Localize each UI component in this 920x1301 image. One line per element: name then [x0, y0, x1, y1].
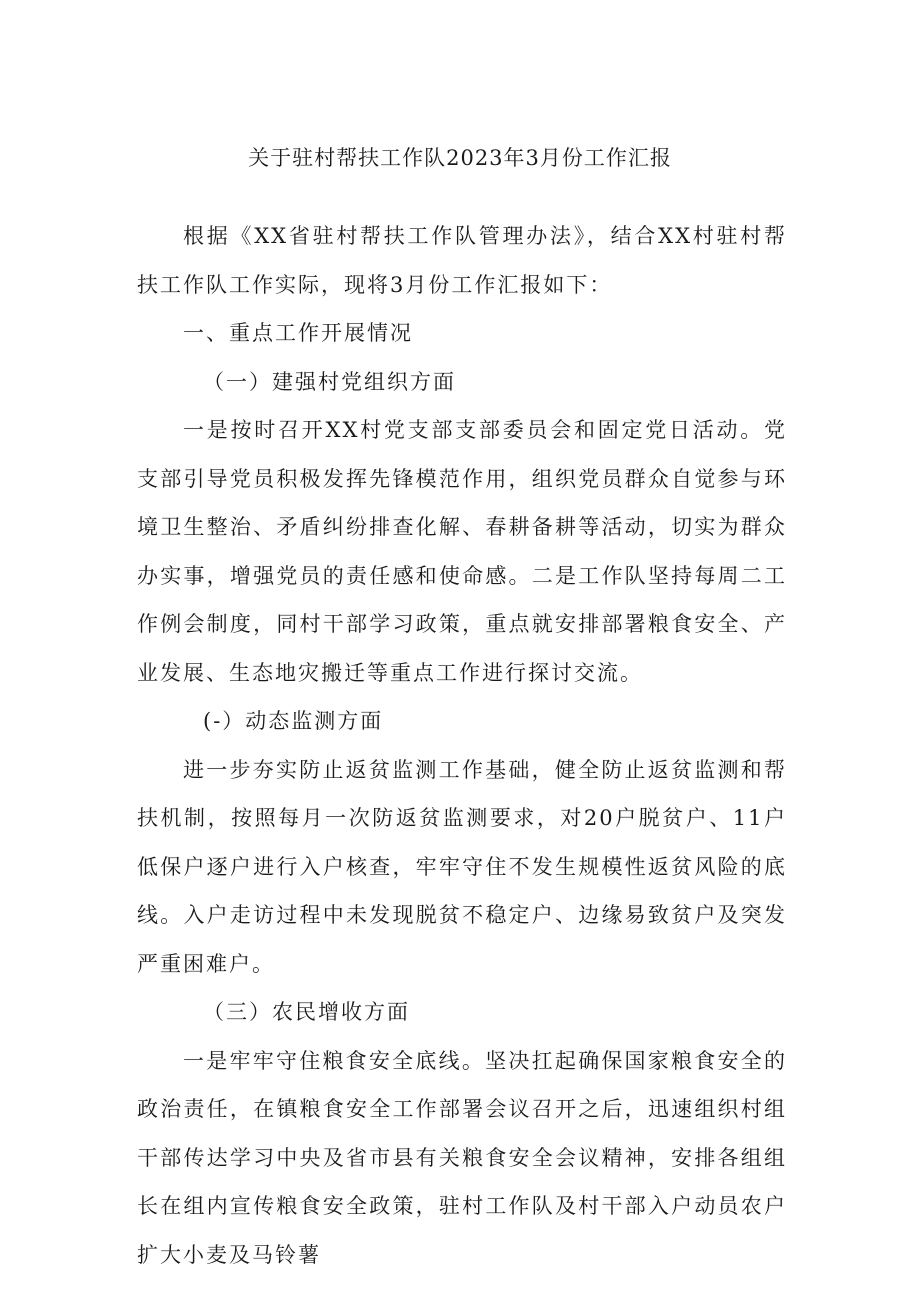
section-heading-1: 一、重点工作开展情况: [183, 321, 413, 345]
subsection-1-paragraph: 一是按时召开XX村党支部支部委员会和固定党日活动。党支部引导党员积极发挥先锋模范作用，组织党员群众自觉参与环境卫生整治、矛盾纠纷排查化解、春耕备耕等活动，切实为群众办实事，增强党员的责任感和使命感。二是工作队坚持每周二工作例会制度，同村干部学习政策，重点就安排部署粮食安全、产业发展、生态地灾搬迁等重点工作进行探讨交流。: [137, 418, 787, 685]
subsection-heading-1: （一）建强村党组织方面: [203, 369, 456, 394]
document-body: [137, 212, 787, 1279]
intro-paragraph: 根据《XX省驻村帮扶工作队管理办法》，结合XX村驻村帮扶工作队工作实际，现将3月份工作汇报如下：: [137, 224, 787, 297]
subsection-2-paragraph: 进一步夯实防止返贫监测工作基础，健全防止返贫监测和帮扶机制，按照每月一次防返贫监测要求，对20户脱贫户、11户低保户逐户进行入户核查，牢牢守住不发生规模性返贫风险的底线。入户走访过程中未发现脱贫不稳定户、边缘易致贫户及突发严重困难户。: [137, 757, 787, 976]
document-title: 关于驻村帮扶工作队2023年3月份工作汇报: [248, 146, 672, 170]
subsection-heading-3: （三）农民增收方面: [203, 1000, 410, 1024]
subsection-heading-2: (-）动态监测方面: [203, 709, 384, 733]
subsection-3-paragraph: 一是牢牢守住粮食安全底线。坚决扛起确保国家粮食安全的政治责任，在镇粮食安全工作部署会议召开之后，迅速组织村组干部传达学习中央及省市县有关粮食安全会议精神，安排各组组长在组内宣传粮食安全政策，驻村工作队及村干部入户动员农户扩大小麦及马铃薯: [137, 1048, 787, 1267]
